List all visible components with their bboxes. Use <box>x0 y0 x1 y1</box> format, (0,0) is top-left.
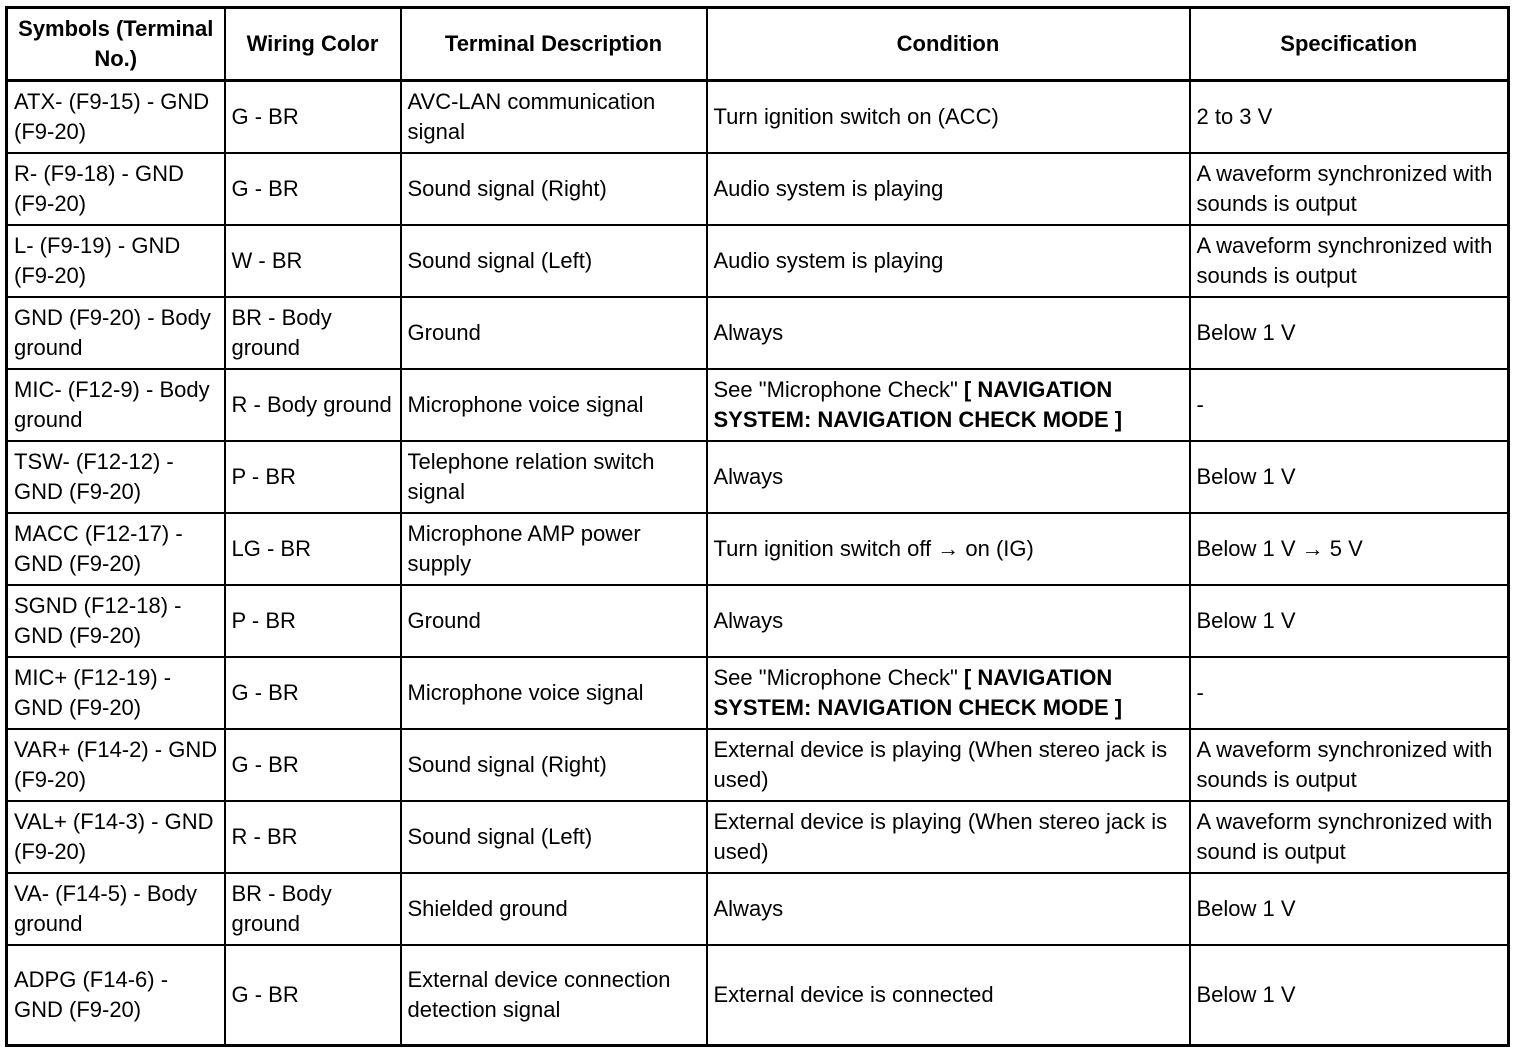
cell-symbol: R- (F9-18) - GND (F9-20) <box>7 153 225 225</box>
header-condition: Condition <box>707 8 1190 81</box>
cell-condition <box>707 153 1190 225</box>
cell-terminal-description: Microphone AMP power supply <box>401 513 707 585</box>
cell-symbol: ADPG (F14-6) - GND (F9-20) <box>7 945 225 1046</box>
cell-condition <box>707 513 1190 585</box>
cell-wiring-color: P - BR <box>225 585 401 657</box>
table-row <box>7 81 1509 153</box>
cell-specification: A waveform synchronized with sound is output <box>1190 801 1509 873</box>
cell-wiring-color: G - BR <box>225 153 401 225</box>
cell-symbol: VA- (F14-5) - Body ground <box>7 873 225 945</box>
table-row <box>7 945 1509 1046</box>
condition-text: Always <box>713 319 784 345</box>
cell-terminal-description: Microphone voice signal <box>401 369 707 441</box>
cell-condition <box>707 657 1190 729</box>
cell-condition <box>707 441 1190 513</box>
condition-text: See "Microphone Check" <box>713 664 964 690</box>
cell-condition <box>707 585 1190 657</box>
cell-wiring-color: G - BR <box>225 945 401 1046</box>
cell-symbol: VAR+ (F14-2) - GND (F9-20) <box>7 729 225 801</box>
cell-wiring-color: G - BR <box>225 81 401 153</box>
cell-terminal-description: Sound signal (Left) <box>401 225 707 297</box>
cell-symbol: MIC+ (F12-19) - GND (F9-20) <box>7 657 225 729</box>
cell-specification: 2 to 3 V <box>1190 81 1509 153</box>
cell-wiring-color: BR - Body ground <box>225 297 401 369</box>
condition-text: Always <box>713 463 784 489</box>
cell-condition <box>707 369 1190 441</box>
cell-wiring-color: R - Body ground <box>225 369 401 441</box>
cell-wiring-color: BR - Body ground <box>225 873 401 945</box>
cell-specification: Below 1 V <box>1190 945 1509 1046</box>
table-row <box>7 801 1509 873</box>
cell-terminal-description: Sound signal (Right) <box>401 729 707 801</box>
cell-condition <box>707 729 1190 801</box>
condition-reference-link: [ NAVIGATION SYSTEM: NAVIGATION CHECK MODE ] <box>713 664 1123 720</box>
table-row <box>7 369 1509 441</box>
cell-symbol: MACC (F12-17) - GND (F9-20) <box>7 513 225 585</box>
cell-terminal-description: AVC-LAN communication signal <box>401 81 707 153</box>
cell-terminal-description: Microphone voice signal <box>401 657 707 729</box>
condition-reference-link: [ NAVIGATION SYSTEM: NAVIGATION CHECK MODE ] <box>713 376 1123 432</box>
cell-terminal-description: Sound signal (Left) <box>401 801 707 873</box>
cell-specification: A waveform synchronized with sounds is output <box>1190 225 1509 297</box>
cell-terminal-description: Sound signal (Right) <box>401 153 707 225</box>
cell-terminal-description: Telephone relation switch signal <box>401 441 707 513</box>
cell-terminal-description: Ground <box>401 585 707 657</box>
cell-specification: - <box>1190 369 1509 441</box>
table-row <box>7 729 1509 801</box>
cell-terminal-description: External device connection detection signal <box>401 945 707 1046</box>
cell-wiring-color: R - BR <box>225 801 401 873</box>
cell-wiring-color: G - BR <box>225 657 401 729</box>
table-row <box>7 441 1509 513</box>
header-row <box>7 8 1509 81</box>
header-terminal-description: Terminal Description <box>401 8 707 81</box>
header-specification: Specification <box>1190 8 1509 81</box>
condition-text: Always <box>713 895 784 921</box>
cell-specification: Below 1 V <box>1190 873 1509 945</box>
terminal-table <box>5 6 1510 1047</box>
cell-specification: Below 1 V <box>1190 585 1509 657</box>
cell-wiring-color: P - BR <box>225 441 401 513</box>
cell-wiring-color: G - BR <box>225 729 401 801</box>
cell-symbol: MIC- (F12-9) - Body ground <box>7 369 225 441</box>
table-row <box>7 225 1509 297</box>
cell-specification: A waveform synchronized with sounds is output <box>1190 153 1509 225</box>
condition-text: Always <box>713 607 784 633</box>
table-row <box>7 585 1509 657</box>
table-row <box>7 873 1509 945</box>
cell-wiring-color: W - BR <box>225 225 401 297</box>
table-row <box>7 657 1509 729</box>
condition-text: External device is playing (When stereo jack is used) <box>713 736 1168 792</box>
cell-symbol: GND (F9-20) - Body ground <box>7 297 225 369</box>
condition-text: Audio system is playing <box>713 175 944 201</box>
header-wiring-color: Wiring Color <box>225 8 401 81</box>
cell-symbol: VAL+ (F14-3) - GND (F9-20) <box>7 801 225 873</box>
table-header <box>7 8 1509 81</box>
cell-specification: Below 1 V → 5 V <box>1190 513 1509 585</box>
header-symbols: Symbols (Terminal No.) <box>7 8 225 81</box>
condition-text: Audio system is playing <box>713 247 944 273</box>
cell-condition <box>707 297 1190 369</box>
cell-specification: Below 1 V <box>1190 297 1509 369</box>
cell-symbol: L- (F9-19) - GND (F9-20) <box>7 225 225 297</box>
condition-text: Turn ignition switch off → on (IG) <box>713 535 1034 561</box>
cell-symbol: TSW- (F12-12) - GND (F9-20) <box>7 441 225 513</box>
cell-condition <box>707 873 1190 945</box>
condition-text: See "Microphone Check" <box>713 376 964 402</box>
table-body <box>7 81 1509 1046</box>
cell-specification: - <box>1190 657 1509 729</box>
cell-symbol: ATX- (F9-15) - GND (F9-20) <box>7 81 225 153</box>
cell-condition <box>707 945 1190 1046</box>
cell-specification: A waveform synchronized with sounds is output <box>1190 729 1509 801</box>
condition-text: External device is playing (When stereo jack is used) <box>713 808 1168 864</box>
condition-text: External device is connected <box>713 981 994 1007</box>
cell-symbol: SGND (F12-18) - GND (F9-20) <box>7 585 225 657</box>
cell-wiring-color: LG - BR <box>225 513 401 585</box>
condition-text: Turn ignition switch on (ACC) <box>713 103 999 129</box>
cell-terminal-description: Ground <box>401 297 707 369</box>
cell-condition <box>707 81 1190 153</box>
cell-condition <box>707 225 1190 297</box>
table-row <box>7 153 1509 225</box>
table-row <box>7 513 1509 585</box>
cell-condition <box>707 801 1190 873</box>
table-row <box>7 297 1509 369</box>
cell-specification: Below 1 V <box>1190 441 1509 513</box>
cell-terminal-description: Shielded ground <box>401 873 707 945</box>
